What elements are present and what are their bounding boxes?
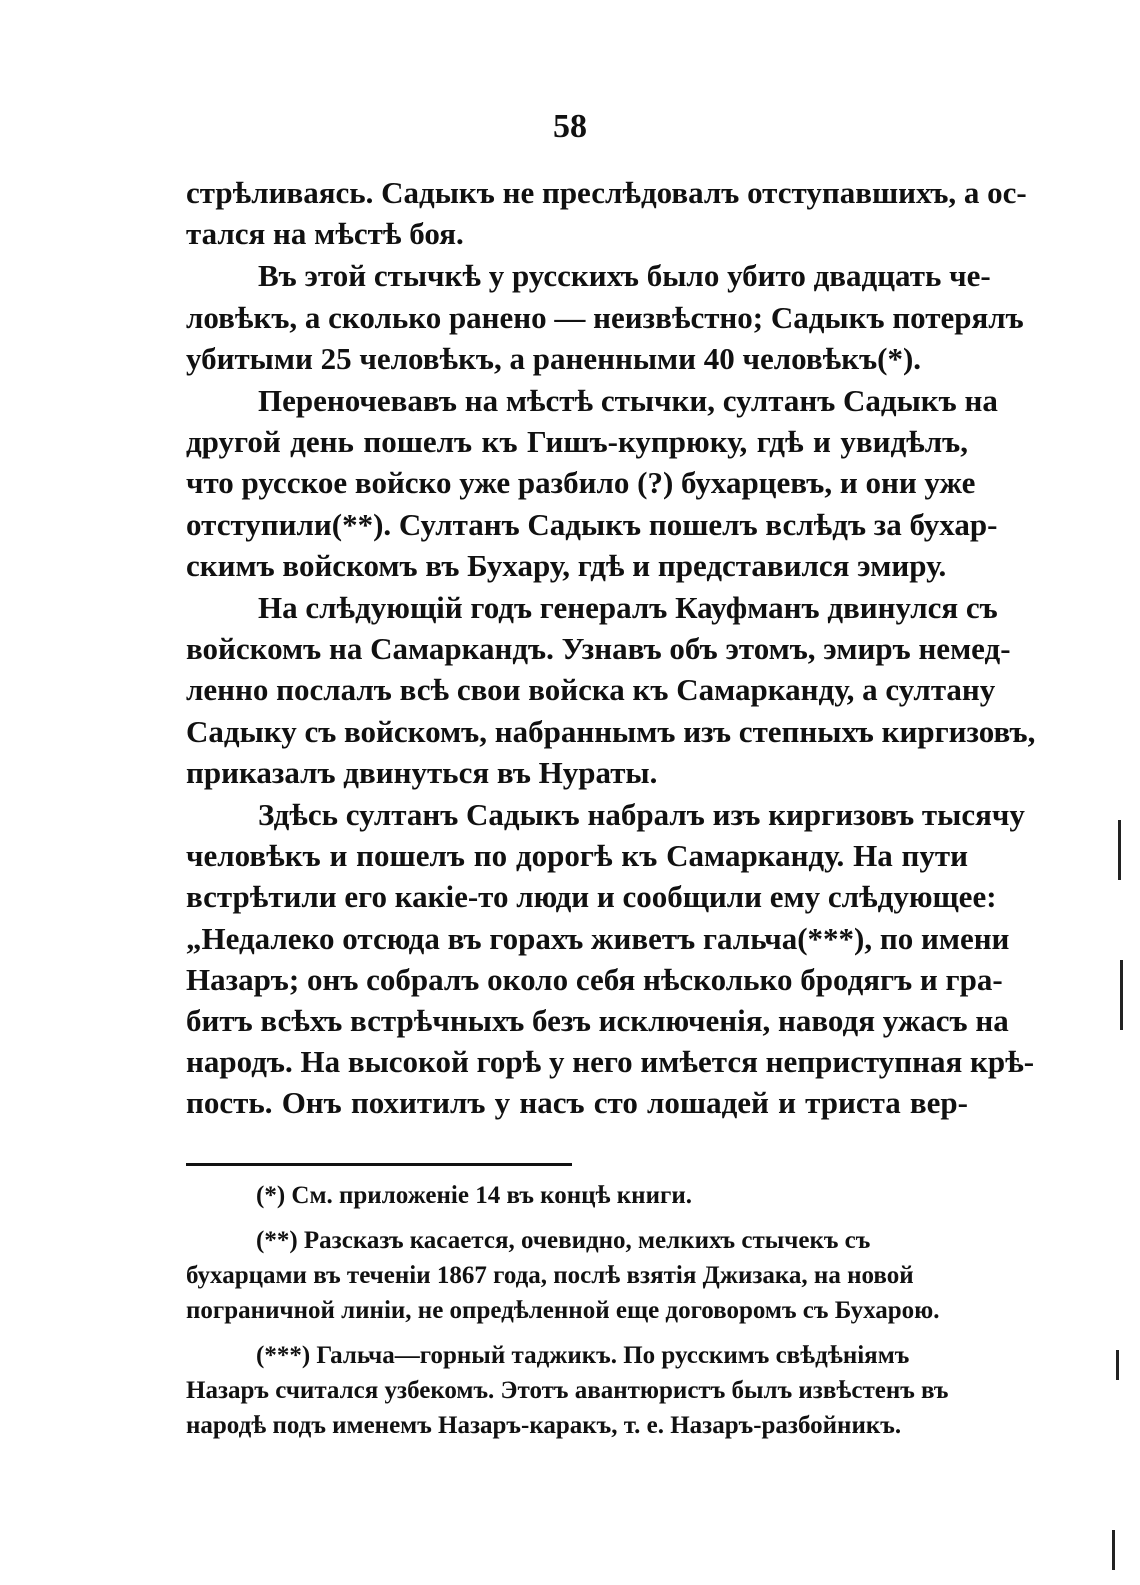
scan-edge-mark: [1118, 820, 1121, 880]
text-line: тался на мѣстѣ боя.: [186, 216, 464, 252]
scan-edge-mark: [1120, 960, 1123, 1030]
paragraph-2: [186, 255, 1024, 379]
text-line: битъ всѣхъ встрѣчныхъ безъ исключенія, наводя ужасъ на: [186, 1003, 1009, 1039]
text-line: Назаръ; онъ собралъ около себя нѣсколько бродягъ и гра-: [186, 961, 1003, 997]
paragraph-1: [186, 172, 1027, 254]
text-line: На слѣдующій годъ генералъ Кауфманъ двинулся съ: [258, 590, 998, 626]
text-line: Переночевавъ на мѣстѣ стычки, султанъ Садыкъ на: [258, 383, 998, 419]
body-text: [186, 172, 1036, 1125]
text-line: ленно послалъ всѣ свои войска къ Самарканду, а султану: [186, 672, 996, 708]
footnote-2: (**) Разсказъ касается, очевидно, мелкихъ стычекъ съ бухарцами въ теченіи 1867 года, послѣ взятія Джизака, на новой пограничной линіи, не опредѣленной еще договоромъ съ Бухарою.: [186, 1227, 940, 1324]
text-line: что русское войско уже разбило (?) бухарцевъ, и они уже: [186, 465, 976, 501]
scan-edge-mark: [1112, 1530, 1115, 1570]
text-line: пость. Онъ похитилъ у насъ сто лошадей и триста вер-: [186, 1085, 968, 1121]
page-number: 58: [553, 108, 587, 145]
text-line: Здѣсь султанъ Садыкъ набралъ изъ киргизовъ тысячу: [258, 797, 1025, 833]
paragraph-4: [186, 587, 1036, 793]
text-line: „Недалеко отсюда въ горахъ живетъ гальча(***), по имени: [186, 920, 1010, 956]
footnotes: [186, 1178, 968, 1453]
text-line: войскомъ на Самаркандъ. Узнавъ объ этомъ, эмиръ немед-: [186, 631, 1011, 667]
scan-edge-mark: [1116, 1350, 1119, 1380]
text-line: убитыми 25 человѣкъ, а раненными 40 человѣкъ(*).: [186, 340, 922, 376]
paragraph-5: [186, 794, 1035, 1124]
footnote-3: (***) Гальча—горный таджикъ. По русскимъ свѣдѣніямъ Назаръ считался узбекомъ. Этотъ авантюристъ былъ извѣстенъ въ народѣ подъ именемъ Назаръ-каракъ, т. е. Назаръ-разбойникъ.: [186, 1342, 949, 1439]
text-line: народъ. На высокой горѣ у него имѣется неприступная крѣ-: [186, 1044, 1035, 1080]
text-line: скимъ войскомъ въ Бухару, гдѣ и представился эмиру.: [186, 547, 947, 583]
text-line: другой день пошелъ къ Гишъ-купрюку, гдѣ и увидѣлъ,: [186, 424, 968, 460]
text-line: человѣкъ и пошелъ по дорогѣ къ Самарканду. На пути: [186, 838, 968, 874]
footnote-divider: [186, 1163, 572, 1166]
text-line: встрѣтили его какіе-то люди и сообщили ему слѣдующее:: [186, 879, 997, 915]
text-line: ловѣкъ, а сколько ранено — неизвѣстно; Садыкъ потерялъ: [186, 299, 1024, 335]
text-line: отступили(**). Султанъ Садыкъ пошелъ вслѣдъ за бухар-: [186, 506, 998, 542]
text-line: приказалъ двинуться въ Нураты.: [186, 754, 658, 790]
text-line: Въ этой стычкѣ у русскихъ было убито двадцать че-: [258, 258, 991, 294]
text-line: Садыку съ войскомъ, набраннымъ изъ степныхъ киргизовъ,: [186, 713, 1036, 749]
paragraph-3: [186, 380, 998, 586]
text-line: стрѣливаясь. Садыкъ не преслѣдовалъ отступавшихъ, а ос-: [186, 175, 1027, 210]
footnote-1: (*) См. приложеніе 14 въ концѣ книги.: [256, 1182, 692, 1209]
